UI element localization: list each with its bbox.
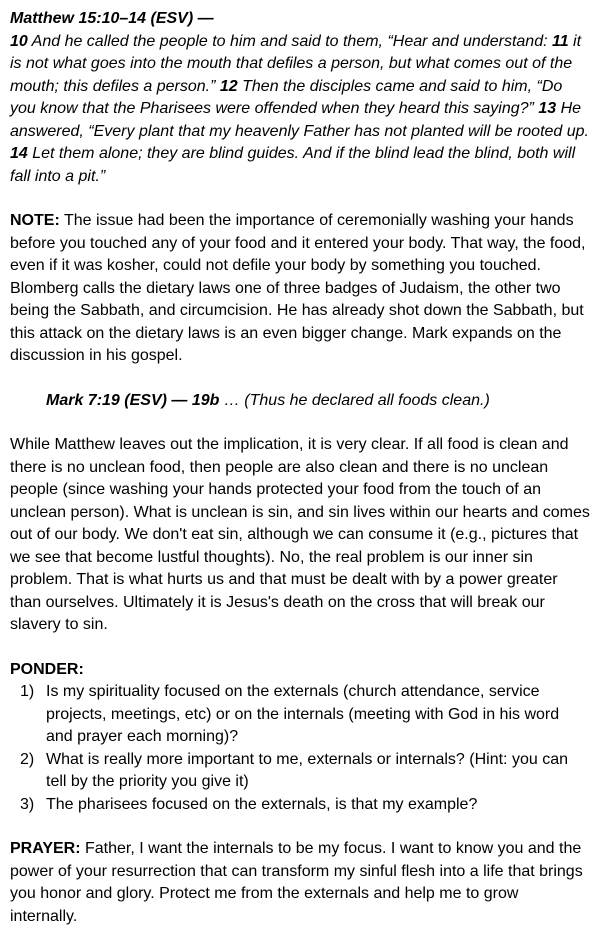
prayer-label: PRAYER: bbox=[10, 840, 81, 857]
ponder-list bbox=[10, 681, 590, 816]
spacer bbox=[10, 816, 590, 838]
verse-number-14: 14 bbox=[10, 145, 28, 162]
scripture-reference: Matthew 15:10–14 (ESV) — bbox=[10, 10, 214, 27]
ponder-item-text: Is my spirituality focused on the externals (church attendance, service projects, meetings, etc) or on the internals (meeting with God in his word and prayer each morning)? bbox=[46, 683, 560, 745]
spacer bbox=[10, 368, 590, 390]
mark-text: … (Thus he declared all foods clean.) bbox=[219, 391, 490, 409]
spacer bbox=[10, 412, 590, 434]
verse-number-10: 10 bbox=[10, 32, 28, 50]
prayer-paragraph bbox=[10, 838, 590, 928]
verse-text-11: it is not what goes into the mouth that defiles a person, but what comes out of the mouth; this defiles a person.” bbox=[10, 32, 582, 95]
prayer-text: Father, I want the internals to be my focus. I want to know you and the power of your resurrection that can transform my sinful flesh into a life that brings you honor and glory. Protect me from the externals and help me to grow internally. bbox=[10, 840, 583, 925]
verse-number-12: 12 bbox=[219, 77, 238, 95]
ponder-item-number: 1) bbox=[20, 683, 35, 700]
note-paragraph bbox=[10, 210, 590, 368]
ponder-item-text: The pharisees focused on the externals, is that my example? bbox=[46, 795, 478, 813]
ponder-item bbox=[10, 681, 590, 749]
verse-number-13: 13 bbox=[538, 100, 557, 117]
ponder-item-number: 3) bbox=[20, 795, 35, 813]
commentary-paragraph: While Matthew leaves out the implication, it is very clear. If all food is clean and there is no unclean food, then people are also clean and there is no unclean people (since washing your hands protected your food from the touch of an unclean person). What is unclean is sin, and sin lives within our hearts and comes out of our body. We don't eat sin, although we can consume it (e.g., pictures that we see that become lustful thoughts). No, the real problem is our inner sin problem. That is what hurts us and that must be dealt with by a power greater than ourselves. Ultimately it is Jesus's death on the cross that will break our slavery to sin. bbox=[10, 436, 590, 633]
ponder-label: PONDER: bbox=[10, 660, 84, 678]
ponder-item-text: What is really more important to me, externals or internals? (Hint: you can tell by the priority you give it) bbox=[46, 750, 568, 790]
verse-number-11: 11 bbox=[551, 32, 569, 50]
spacer bbox=[10, 637, 590, 659]
scripture-passage-matthew bbox=[10, 8, 590, 188]
ponder-item-number: 2) bbox=[20, 750, 35, 768]
note-text: The issue had been the importance of ceremonially washing your hands before you touched any of your food and it entered your body. That way, the food, even if it was kosher, could not defile your body by something you touched. Blomberg calls the dietary laws one of three badges of Judaism, the other two being the Sabbath, and circumcision. He has already shot down the Sabbath, but this attack on the dietary laws is an even bigger change. Mark expands on the discussion in his gospel. bbox=[10, 212, 586, 364]
verse-text-14: Let them alone; they are blind guides. And if the blind lead the blind, both will fall into a pit.” bbox=[10, 145, 576, 185]
spacer bbox=[10, 188, 590, 210]
verse-text-12: Then the disciples came and said to him, “Do you know that the Pharisees were offended when they heard this saying?” bbox=[10, 77, 563, 117]
verse-text-13: He answered, “Every plant that my heavenly Father has not planted will be rooted up. bbox=[10, 100, 589, 140]
note-label: NOTE: bbox=[10, 212, 60, 229]
ponder-item bbox=[10, 794, 590, 817]
scripture-passage-mark bbox=[10, 390, 590, 413]
verse-text-10: And he called the people to him and said to them, “Hear and understand: bbox=[27, 32, 552, 50]
mark-reference: Mark 7:19 (ESV) — 19b bbox=[46, 391, 220, 409]
ponder-item bbox=[10, 749, 590, 794]
